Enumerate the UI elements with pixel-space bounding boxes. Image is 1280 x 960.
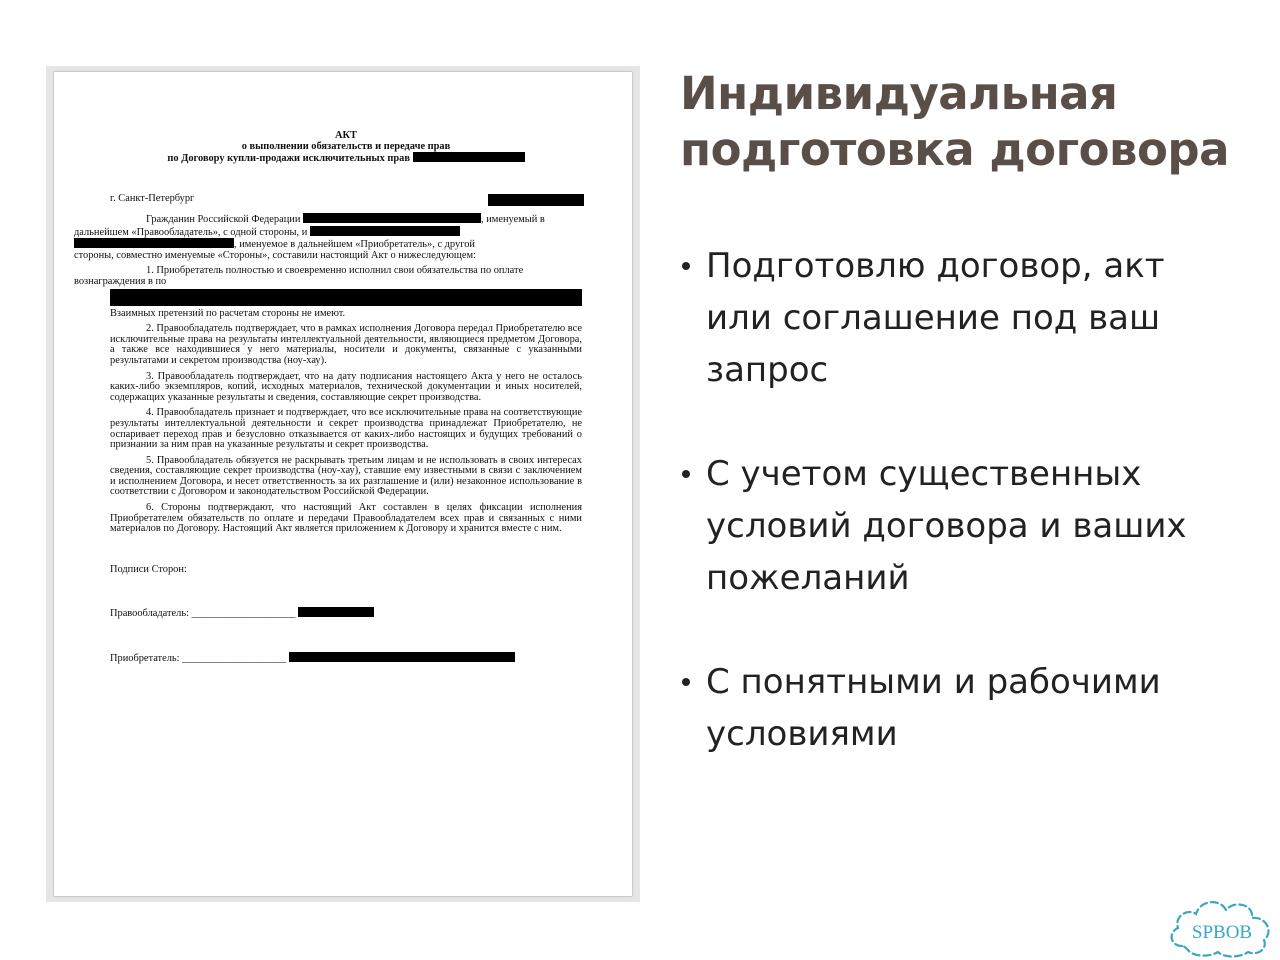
signature-acquirer: Приобретатель: ____________________ <box>110 652 582 665</box>
document-subtitle: о выполнении обязательств и передаче прав <box>241 141 451 152</box>
document-clause-6: 6. Стороны подтверждают, что настоящий Акт составлен в целях фиксации исполнения Приобретателем обязательств по оплате и передачи Правообладателем всех прав и связанных с ними материалов по Договору. Настоящий Акт является приложением к Договору и хранится вместе с ним. <box>110 502 582 535</box>
bullet-icon <box>682 470 690 478</box>
document-clause-2: 2. Правообладатель подтверждает, что в рамках исполнения Договора передал Приобретателю все исключительные права на результаты интеллектуальной деятельности, являющиеся предметом Договора, а также все находившиеся у него материалы, носители и документы, связанные с указанными результатами и секретом производства (ноу-хау). <box>110 323 582 366</box>
page-title-line: Индивидуальная <box>680 67 1118 120</box>
page-title <box>680 66 1260 178</box>
list-item: С понятными и рабочими условиями <box>680 656 1260 760</box>
document-page <box>54 72 632 896</box>
document-clause-1-note: Взаимных претензий по расчетам стороны не имеют. <box>110 307 346 319</box>
document-preview <box>46 66 640 902</box>
bullet-icon <box>682 262 690 270</box>
city-line <box>110 194 582 206</box>
redaction-bar <box>110 289 582 306</box>
list-item: С учетом существенных условий договора и ваших пожеланий <box>680 448 1260 604</box>
document-clause-1: 1. Приобретатель полностью и своевременно исполнил свои обязательства по оплате вознаграждения в по <box>74 265 524 287</box>
document-subtitle-2: по Договору купли-продажи исключительных прав <box>110 152 582 164</box>
document-body <box>74 130 582 665</box>
redaction-bar <box>310 226 460 236</box>
redaction-bar <box>303 213 481 223</box>
redaction-bar <box>298 607 374 617</box>
signature-holder: Правообладатель: ____________________ <box>110 607 582 620</box>
document-header <box>110 130 582 164</box>
redaction-bar <box>488 194 584 206</box>
redaction-bar <box>413 152 525 162</box>
brand-logo <box>1164 888 1280 960</box>
document-title: АКТ <box>335 130 357 141</box>
feature-list <box>680 240 1260 760</box>
document-city: г. Санкт-Петербург <box>110 193 195 204</box>
document-preamble: Гражданин Российской Федерации , именуемый в дальнейшем «Правообладатель», с одной стороны, и , именуемое в дальнейшем «Приобретатель», с другой стороны, совместно именуемые «Стороны», составили настоящий Акт о нижеследующем: <box>74 214 545 261</box>
signatures-label: Подписи Сторон: <box>110 563 187 575</box>
document-clause-3: 3. Правообладатель подтверждает, что на дату подписания настоящего Акта у него не осталось каких-либо экземпляров, копий, исходных материалов, технической документации и иных носителей, содержащих указанные результаты и сведения, составляющие секрет производства. <box>110 370 582 403</box>
list-item: Подготовлю договор, акт или соглашение под ваш запрос <box>680 240 1260 396</box>
document-clause-5: 5. Правообладатель обязуется не раскрывать третьим лицам и не использовать в своих интересах сведения, составляющие секрет производства (ноу-хау), ставшие ему известными в связи с заключением и исполнением Договора, и несет ответственность за их разглашение и (или) незаконное использование в соответствии с Договором и законодательством Российской Федерации. <box>110 454 582 498</box>
bullet-icon <box>682 678 690 686</box>
document-clause-4: 4. Правообладатель признает и подтверждает, что все исключительные права на соответствующие результаты интеллектуальной деятельности и секрет производства принадлежат Приобретателю, не оспаривает переход прав и безусловно отказывается от каких-либо настоящих и будущих требований о признании за ним прав на указанные результаты и секрет производства. <box>110 407 582 451</box>
redaction-bar <box>289 652 515 662</box>
redaction-bar <box>74 238 234 248</box>
logo-text: SPBOB <box>1191 922 1253 943</box>
page-title-line: подготовка договора <box>680 123 1229 176</box>
